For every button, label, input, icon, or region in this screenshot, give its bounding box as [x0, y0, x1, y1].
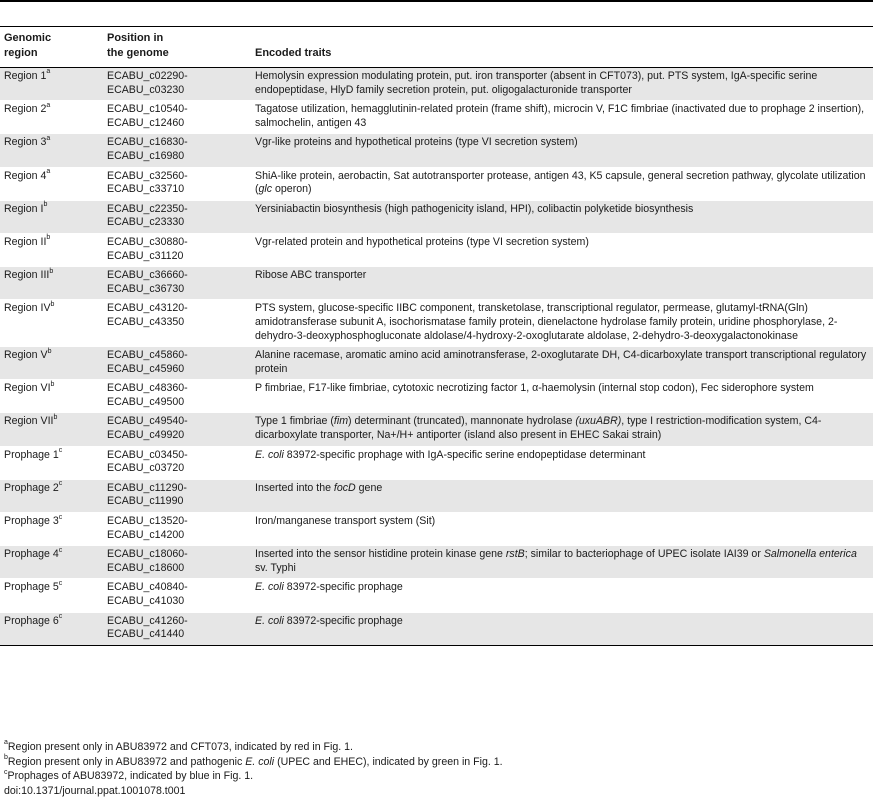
- footnote-marker: a: [46, 101, 51, 109]
- doi: doi:10.1371/journal.ppat.1001078.t001: [4, 784, 186, 797]
- footnote: [4, 769, 864, 784]
- encoded-traits-cell: [251, 612, 873, 645]
- text-run: Region present only in ABU83972 and CFT073, indicated by red in Fig. 1.: [7, 741, 353, 753]
- position-cell: [103, 413, 251, 446]
- position-cell: [103, 479, 251, 512]
- text-run: operon): [272, 183, 312, 196]
- region-name: Region II: [4, 235, 47, 248]
- position-line: ECABU_c49540-: [107, 415, 188, 428]
- header-position: Position in the genome: [107, 32, 169, 59]
- position-line: ECABU_c12460: [107, 116, 185, 129]
- text-run: ) determinant (truncated), mannonate hydrolase: [348, 415, 576, 428]
- position-line: ECABU_c41260-: [107, 614, 188, 627]
- region-name: Region V: [4, 349, 48, 362]
- position-line: ECABU_c43120-: [107, 302, 188, 315]
- position-line: ECABU_c14200: [107, 528, 185, 541]
- region-name: Prophage 5: [4, 581, 59, 594]
- footnote-marker: a: [46, 168, 51, 176]
- region-name-cell: [0, 546, 103, 579]
- region-name: Region 4: [4, 169, 47, 182]
- position-line: ECABU_c32560-: [107, 169, 188, 182]
- position-line: ECABU_c49920: [107, 429, 185, 442]
- text-run: 83972-specific prophage with IgA-specific serine endopeptidase determinant: [283, 448, 646, 461]
- table-row: [0, 167, 873, 200]
- position-line: ECABU_c16830-: [107, 136, 188, 149]
- italic-text: fim: [333, 415, 349, 428]
- encoded-traits-cell: [251, 267, 873, 300]
- position-cell: [103, 546, 251, 579]
- region-name: Region IV: [4, 302, 51, 315]
- table-row: [0, 233, 873, 266]
- text-run: Inserted into the sensor histidine protein kinase gene: [255, 548, 506, 561]
- region-name-cell: [0, 68, 103, 101]
- table-row: [0, 300, 873, 347]
- region-name-cell: [0, 233, 103, 266]
- encoded-traits-cell: [251, 446, 873, 479]
- position-cell: [103, 134, 251, 167]
- footnote-marker: c: [4, 768, 8, 776]
- position-line: ECABU_c40840-: [107, 581, 188, 594]
- footnote-list: [4, 740, 864, 784]
- position-line: ECABU_c45860-: [107, 349, 188, 362]
- position-line: ECABU_c49500: [107, 395, 185, 408]
- region-name-cell: [0, 101, 103, 134]
- text-run: Inserted into the: [255, 481, 334, 494]
- table-header: [0, 27, 873, 68]
- text-run: Hemolysin expression modulating protein, put. iron transporter (absent in CFT073), put. PTS system, IgA-specific serine endopeptidase, HlyD family secretion protein, put. oligogalacturonide transporter: [255, 70, 818, 96]
- italic-text: (uxuABR): [575, 415, 622, 428]
- encoded-traits-cell: [251, 200, 873, 233]
- italic-text: E. coli: [255, 581, 284, 594]
- position-cell: [103, 233, 251, 266]
- position-cell: [103, 612, 251, 645]
- text-run: Ribose ABC transporter: [255, 269, 367, 282]
- encoded-traits-cell: [251, 546, 873, 579]
- encoded-traits-cell: [251, 300, 873, 347]
- region-name: Region I: [4, 202, 44, 215]
- footnote-marker: b: [43, 201, 48, 209]
- footnote-marker: b: [50, 300, 55, 308]
- position-line: ECABU_c02290-: [107, 70, 188, 82]
- region-name: Region 1: [4, 70, 47, 82]
- italic-text: Salmonella enterica: [763, 548, 857, 561]
- encoded-traits-cell: [251, 101, 873, 134]
- footnote-marker: a: [4, 739, 8, 747]
- region-name-cell: [0, 134, 103, 167]
- table-row: [0, 68, 873, 101]
- region-name-cell: [0, 300, 103, 347]
- region-name-cell: [0, 446, 103, 479]
- table-row: [0, 101, 873, 134]
- footnote-marker: b: [49, 267, 54, 275]
- position-cell: [103, 101, 251, 134]
- encoded-traits-cell: [251, 513, 873, 546]
- position-line: ECABU_c30880-: [107, 235, 188, 248]
- region-name: Region III: [4, 269, 50, 282]
- region-name: Region VI: [4, 382, 51, 395]
- text-run: 83972-specific prophage: [283, 614, 403, 627]
- footnote-marker: c: [58, 513, 63, 521]
- header-encoded-traits: Encoded traits: [255, 47, 332, 59]
- position-cell: [103, 300, 251, 347]
- footnote-marker: b: [4, 754, 8, 762]
- text-run: Type 1 fimbriae (: [255, 415, 334, 428]
- position-line: ECABU_c11290-: [107, 481, 187, 494]
- position-line: ECABU_c10540-: [107, 103, 188, 116]
- position-line: ECABU_c18060-: [107, 548, 188, 561]
- footnote-marker: c: [58, 480, 63, 488]
- position-cell: [103, 380, 251, 413]
- text-run: Iron/manganese transport system (Sit): [255, 515, 436, 528]
- text-run: ShiA-like protein, aerobactin, Sat autotransporter protease, antigen 43, K5 capsule, general secretion pathway, glycolate utilization (: [255, 169, 866, 196]
- text-run: PTS system, glucose-specific IIBC component, transketolase, transcriptional regulator, permease, glutamyl-tRNA(Gln) amidotransferase subunit A, isochorismatase family protein, dienelactone hydrolase family protein, uridine phosphorylase, 2-dehydro-3-deoxyphosphogluconate aldolase/4-hydroxy-2-oxoglutarate aldolase, 2-dehydro-3-deoxygalactonokinase: [255, 302, 838, 342]
- position-line: ECABU_c03230: [107, 83, 185, 96]
- region-name-cell: [0, 267, 103, 300]
- text-run: ; similar to bacteriophage of UPEC isolate IAI39 or: [524, 548, 764, 561]
- footnote-marker: c: [58, 447, 63, 455]
- text-run: Yersiniabactin biosynthesis (high pathogenicity island, HPI), colibactin polyketide biosynthesis: [255, 202, 694, 215]
- position-line: ECABU_c45960: [107, 362, 185, 375]
- text-run: , type I restriction-modification system, C4-dicarboxylate transporter, Na+/H+ antiporter (island also present in EHEC Sakai strain): [255, 415, 822, 442]
- region-name-cell: [0, 347, 103, 380]
- region-name: Prophage 4: [4, 548, 59, 561]
- text-run: P fimbriae, F17-like fimbriae, cytotoxic necrotizing factor 1, α-haemolysin (internal stop codon), Fec siderophore system: [255, 382, 814, 395]
- region-name-cell: [0, 479, 103, 512]
- italic-text: E. coli: [255, 614, 284, 627]
- table-row: [0, 479, 873, 512]
- footnote-marker: c: [58, 579, 63, 587]
- footnote-marker: b: [46, 234, 51, 242]
- table-row: [0, 513, 873, 546]
- position-line: ECABU_c03720: [107, 462, 185, 475]
- footnote-marker: b: [47, 347, 52, 355]
- table-row: [0, 134, 873, 167]
- footnote-marker: a: [46, 134, 51, 142]
- italic-text: rstB: [505, 548, 525, 561]
- position-cell: [103, 167, 251, 200]
- table-row: [0, 413, 873, 446]
- position-line: ECABU_c41440: [107, 628, 185, 641]
- encoded-traits-cell: [251, 167, 873, 200]
- footnote: [4, 755, 864, 770]
- position-line: ECABU_c22350-: [107, 202, 188, 215]
- text-run: Alanine racemase, aromatic amino acid aminotransferase, 2-oxoglutarate DH, C4-dicarboxylate transport transcriptional regulatory protein: [255, 349, 867, 375]
- position-cell: [103, 579, 251, 612]
- region-name: Prophage 3: [4, 515, 59, 528]
- encoded-traits-cell: [251, 68, 873, 101]
- table-row: [0, 380, 873, 413]
- region-name: Region 2: [4, 103, 47, 116]
- region-name: Prophage 6: [4, 614, 59, 627]
- position-line: ECABU_c11990: [107, 495, 184, 508]
- region-name: Prophage 1: [4, 448, 59, 461]
- text-run: Prophages of ABU83972, indicated by blue in Fig. 1.: [7, 770, 254, 783]
- region-name-cell: [0, 413, 103, 446]
- text-run: (UPEC and EHEC), indicated by green in Fig. 1.: [274, 755, 503, 768]
- table-row: [0, 446, 873, 479]
- position-line: ECABU_c36730: [107, 282, 185, 295]
- text-run: Vgr-like proteins and hypothetical proteins (type VI secretion system): [255, 136, 578, 149]
- text-run: Region present only in ABU83972 and pathogenic: [7, 755, 246, 768]
- text-run: Tagatose utilization, hemagglutinin-related protein (frame shift), microcin V, F1C fimbriae (inactivated due to prophage 2 insertion), salmochelin, antigen 43: [255, 103, 865, 129]
- table-body: [0, 68, 873, 646]
- region-name: Prophage 2: [4, 481, 59, 494]
- region-name-cell: [0, 167, 103, 200]
- table-row: [0, 546, 873, 579]
- text-run: Vgr-related protein and hypothetical proteins (type VI secretion system): [255, 235, 589, 248]
- encoded-traits-cell: [251, 233, 873, 266]
- region-name: Region VII: [4, 415, 54, 428]
- footnote-marker: c: [58, 546, 63, 554]
- position-line: ECABU_c48360-: [107, 382, 188, 395]
- encoded-traits-cell: [251, 347, 873, 380]
- encoded-traits-cell: [251, 134, 873, 167]
- position-line: ECABU_c18600: [107, 561, 185, 574]
- encoded-traits-cell: [251, 579, 873, 612]
- region-name-cell: [0, 579, 103, 612]
- table-row: [0, 200, 873, 233]
- position-line: ECABU_c23330: [107, 216, 185, 229]
- encoded-traits-cell: [251, 479, 873, 512]
- region-name-cell: [0, 513, 103, 546]
- region-name-cell: [0, 380, 103, 413]
- region-name-cell: [0, 612, 103, 645]
- position-line: ECABU_c03450-: [107, 448, 188, 461]
- italic-text: E. coli: [255, 448, 284, 461]
- position-cell: [103, 347, 251, 380]
- position-cell: [103, 446, 251, 479]
- text-run: gene: [355, 481, 383, 494]
- footnote-marker: b: [50, 380, 55, 388]
- footnotes: [4, 740, 864, 798]
- encoded-traits-cell: [251, 380, 873, 413]
- italic-text: glc: [258, 183, 273, 196]
- table-row: [0, 612, 873, 645]
- footnote-marker: c: [58, 613, 63, 621]
- footnote-marker: a: [46, 68, 51, 76]
- position-line: ECABU_c31120: [107, 249, 184, 262]
- footnote-marker: b: [53, 413, 58, 421]
- position-line: ECABU_c36660-: [107, 269, 188, 282]
- position-cell: [103, 200, 251, 233]
- position-line: ECABU_c33710: [107, 183, 185, 196]
- encoded-traits-cell: [251, 413, 873, 446]
- position-line: ECABU_c16980: [107, 149, 185, 162]
- italic-text: E. coli: [245, 755, 275, 768]
- top-rule: [0, 0, 873, 2]
- table-row: [0, 579, 873, 612]
- position-cell: [103, 68, 251, 101]
- position-line: ECABU_c13520-: [107, 515, 188, 528]
- header-genomic-region: Genomic region: [4, 32, 52, 59]
- table-row: [0, 267, 873, 300]
- footnote: [4, 740, 864, 755]
- text-run: sv. Typhi: [255, 561, 296, 574]
- position-line: ECABU_c43350: [107, 315, 185, 328]
- position-cell: [103, 267, 251, 300]
- genomic-regions-table: [0, 26, 873, 646]
- italic-text: focD: [333, 481, 356, 494]
- text-run: 83972-specific prophage: [283, 581, 403, 594]
- position-line: ECABU_c41030: [107, 595, 185, 607]
- position-cell: [103, 513, 251, 546]
- table-row: [0, 347, 873, 380]
- region-name: Region 3: [4, 136, 47, 149]
- region-name-cell: [0, 200, 103, 233]
